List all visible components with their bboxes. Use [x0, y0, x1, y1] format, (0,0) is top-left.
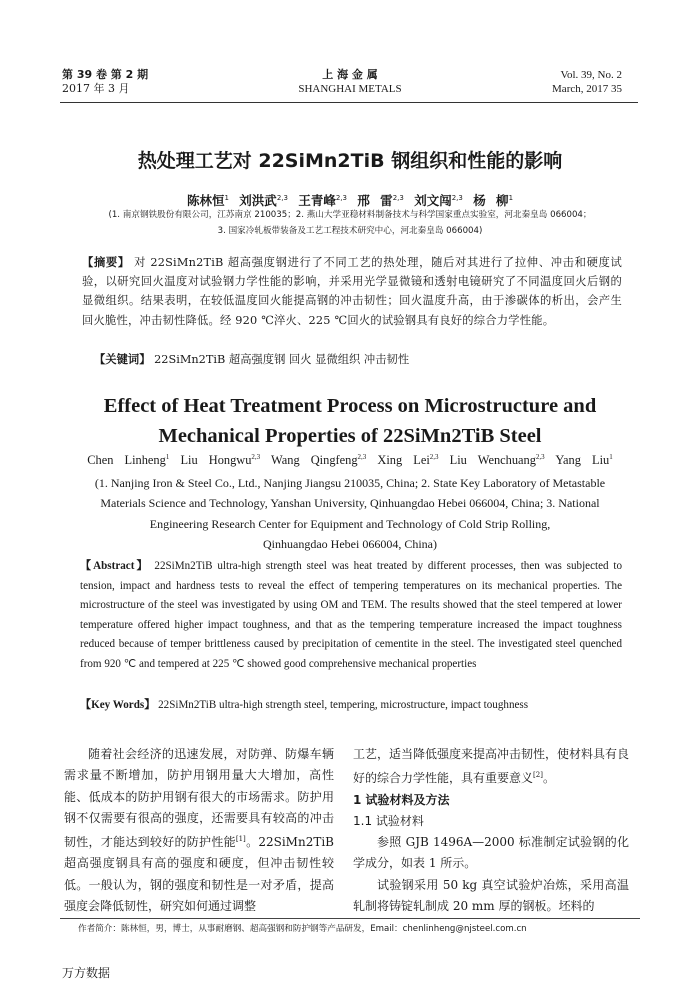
header-journal-en: SHANGHAI METALS	[298, 83, 402, 95]
authors-english	[0, 453, 700, 468]
body-column-right	[353, 744, 629, 917]
header-volume-cn: 第 39 卷 第 2 期	[62, 68, 149, 81]
author-cn: 杨 柳$^1$	[473, 193, 514, 208]
abstract-en-text: 22SiMn2TiB ultra-high strength steel was heat treated by different processes, then was subjected to tension, impact and hardness tests to reveal the effect of tempering temperatures on its mechanical properties. The microstructure of the steel was investigated by using OM and TEM. The results showed that the steel tempered at lower temperature offered higher impact toughness, and that as the tempering temperature increased the impact toughness reduced because of temper brittleness caused by precipitation of cementite in the steel. The investigated steel quenched from 920 ℃ and tempered at 225 ℃ showed good comprehensive mechanical properties	[80, 560, 622, 670]
keywords-cn-text: 22SiMn2TiB 超高强度钢 回火 显微组织 冲击韧性	[154, 353, 410, 366]
header-date-cn: 2017 年 3 月	[62, 82, 130, 95]
subsection-heading: 1.1 试验材料	[353, 813, 424, 828]
author-cn: 刘文闯$^{2,3}$	[414, 193, 463, 208]
smelting-paragraph: 试验钢采用 50 kg 真空试验炉冶炼，采用高温轧制将铸锭轧制成 20 mm 厚的钢板。坯料的	[353, 877, 629, 914]
author-en: Yang Liu$^1$	[555, 453, 613, 468]
affiliation-en-line: Materials Science and Technology, Yanshan University, Qinhuangdao Hebei 066004, China; 3. National	[100, 496, 600, 511]
keywords-en-text: 22SiMn2TiB ultra-high strength steel, tempering, microstructure, impact toughness	[158, 699, 529, 711]
author-cn: 王青峰$^{2,3}$	[298, 193, 347, 208]
author-en: Liu Wenchuang$^{2,3}$	[449, 453, 545, 468]
abstract-chinese	[82, 253, 622, 330]
author-cn: 陈林恒$^1$	[186, 193, 229, 208]
author-en: Wang Qingfeng$^{2,3}$	[271, 453, 367, 468]
abstract-cn-label: 【摘要】	[82, 256, 130, 269]
author-en: Xing Lei$^{2,3}$	[377, 453, 439, 468]
affiliation-cn-line: (1. 南京钢铁股份有限公司，江苏南京 210035；2. 燕山大学亚稳材料制备技术与科学国家重点实验室，河北秦皇岛 066004；	[108, 210, 592, 220]
watermark-text: 万方数据	[62, 966, 111, 980]
title-chinese: 热处理工艺对 22SiMn2TiB 钢组织和性能的影响	[137, 150, 563, 172]
keywords-cn-label: 【关键词】	[94, 353, 151, 366]
footnote-rule	[60, 918, 640, 919]
affiliation-en-line: (1. Nanjing Iron & Steel Co., Ltd., Nanjing Jiangsu 210035, China; 2. State Key Laboratory of Metastable	[94, 476, 606, 490]
abstract-english	[80, 557, 622, 675]
header-volume-en: Vol. 39, No. 2	[560, 69, 622, 81]
header-rule	[60, 102, 638, 103]
affiliation-en-line: Qinhuangdao Hebei 066004, China)	[263, 536, 437, 551]
keywords-en-label: 【Key Words】	[80, 699, 156, 711]
title-english	[0, 391, 700, 451]
author-en: Liu Hongwu$^{2,3}$	[180, 453, 261, 468]
citation: [1]	[235, 835, 246, 844]
citation: [2]	[533, 771, 543, 780]
affiliation-en-line: Engineering Research Center for Equipment and Technology of Cold Strip Rolling,	[149, 516, 551, 531]
author-cn: 邢 雷$^{2,3}$	[357, 193, 404, 208]
intro-paragraph-cont: 工艺，适当降低强度来提高冲击韧性，使材料具有良好的综合力学性能，具有重要意义[2]。	[353, 747, 630, 786]
section-heading: 1 试验材料及方法	[353, 792, 450, 807]
header-journal-cn: 上 海 金 属	[322, 68, 378, 81]
header-right	[552, 68, 622, 96]
materials-paragraph: 参照 GJB 1496A—2000 标准制定试验钢的化学成分，如表 1 所示。	[353, 835, 629, 871]
title-en-line: Effect of Heat Treatment Process on Microstructure and	[103, 395, 597, 417]
abstract-en-label: 【Abstract】	[80, 560, 150, 572]
authors-chinese	[0, 191, 700, 209]
keywords-english	[80, 696, 622, 716]
title-en-line: Mechanical Properties of 22SiMn2TiB Steel	[158, 425, 542, 447]
affiliation-cn-line: 3. 国家冷轧板带装备及工艺工程技术研究中心，河北秦皇岛 066004)	[217, 226, 483, 236]
author-footnote: 作者简介：陈林恒，男，博士，从事耐磨钢、超高强钢和防护钢等产品研发，Email：chenlinheng@njsteel.com.cn	[78, 924, 527, 934]
header-date-page-en: March, 2017 35	[552, 83, 622, 95]
body-column-left	[64, 744, 334, 917]
author-en: Chen Linheng$^1$	[87, 453, 170, 468]
keywords-chinese	[94, 350, 624, 369]
abstract-cn-text: 对 22SiMn2TiB 超高强度钢进行了不同工艺的热处理，随后对其进行了拉伸、冲击和硬度试验，以研究回火温度对试验钢力学性能的影响，并采用光学显微镜和透射电镜研究了不同温度回火后钢的显微组织。结果表明，在较低温度回火能提高钢的冲击韧性；回火温度升高，由于渗碳体的析出，会产生回火脆性，冲击韧性降低。经 920 ℃淬火、225 ℃回火的试验钢具有良好的综合力学性能。	[82, 256, 622, 327]
author-cn: 刘洪武$^{2,3}$	[239, 193, 288, 208]
intro-paragraph: 随着社会经济的迅速发展，对防弹、防爆车辆需求量不断增加，防护用钢用量大大增加，高性能、低成本的防护用钢有很大的市场需求。防护用钢不仅需要有很高的强度，还需要具有较高的冲击韧性，才能达到较好的防护性能[1]。22SiMn2TiB 超高强度钢具有高的强度和硬度，但冲击韧性较低。一般认为，钢的强度和韧性是一对矛盾，提高强度会降低韧性，研究如何通过调整	[64, 747, 334, 914]
affiliation-english	[60, 473, 640, 554]
